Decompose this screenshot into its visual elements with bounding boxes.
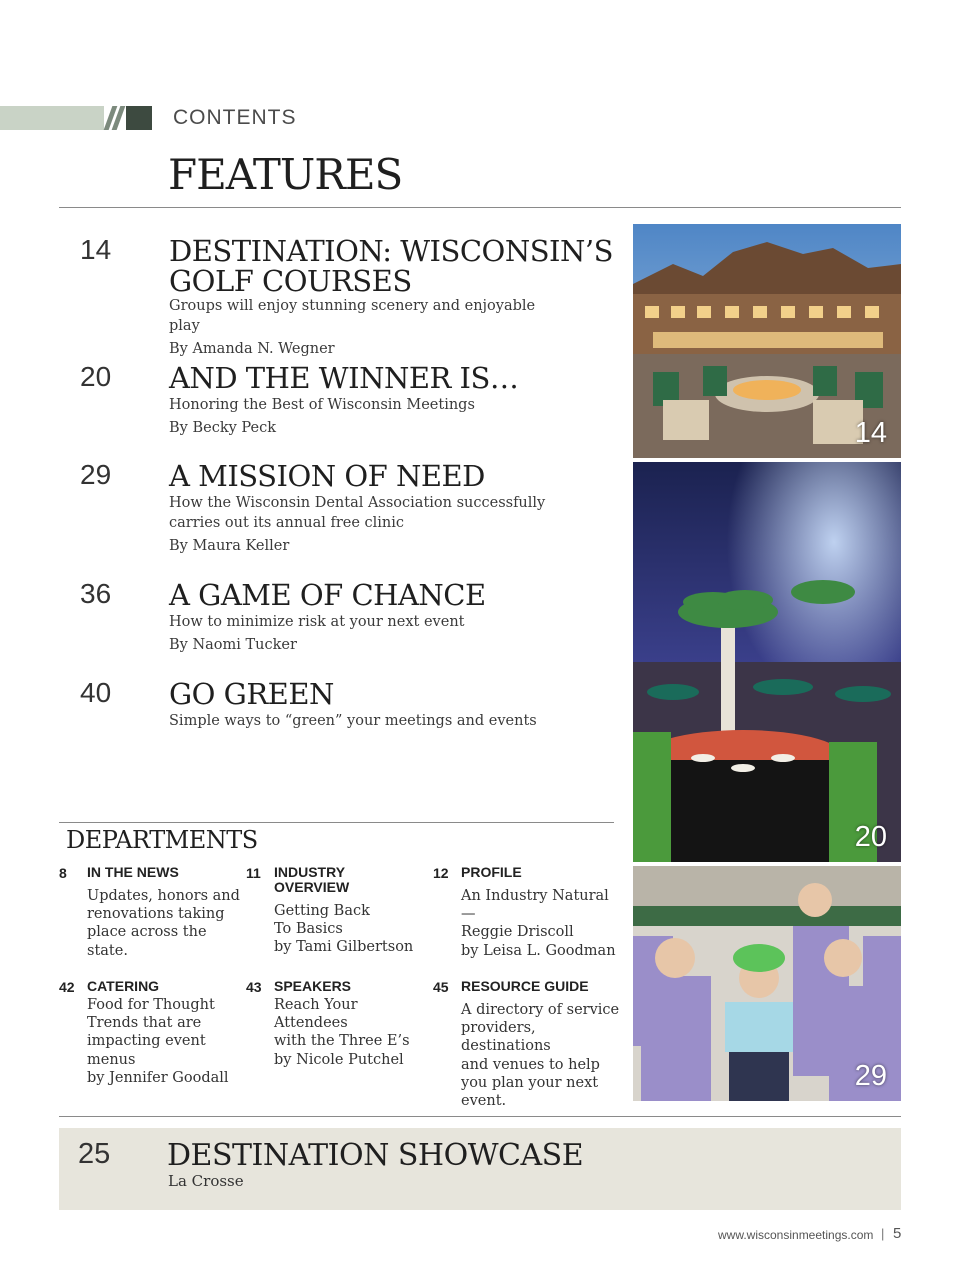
feature-description: Honoring the Best of Wisconsin Meetings By Becky Peck bbox=[169, 395, 569, 438]
department-body: Getting Back To Basics by Tami Gilbertson bbox=[274, 903, 414, 956]
feature-description: How to minimize risk at your next event By Naomi Tucker bbox=[169, 612, 569, 655]
department-body: Reach Your Attendees with the Three E’s by Nicole Putchel bbox=[274, 997, 410, 1068]
department-body: A directory of service providers, destinations and venues to help you plan your next event. bbox=[461, 1002, 620, 1110]
footer-url[interactable]: www.wisconsinmeetings.com bbox=[718, 1228, 874, 1242]
department-heading: SPEAKERS bbox=[274, 978, 352, 994]
department-heading: PROFILE bbox=[461, 864, 522, 880]
showcase-page-number: 25 bbox=[78, 1138, 111, 1170]
department-item[interactable] bbox=[461, 865, 621, 960]
department-heading: INDUSTRY OVERVIEW bbox=[274, 864, 350, 895]
feature-title[interactable]: DESTINATION: WISCONSIN’S GOLF COURSES bbox=[169, 234, 613, 298]
department-body: Food for Thought Trends that are impacting event menus by Jennifer Goodall bbox=[87, 997, 229, 1086]
department-page-number: 43 bbox=[246, 979, 262, 995]
showcase-subtitle: La Crosse bbox=[168, 1172, 244, 1190]
feature-page-number: 29 bbox=[80, 459, 112, 490]
showcase-divider bbox=[59, 1116, 901, 1117]
departments-title: DEPARTMENTS bbox=[66, 826, 258, 854]
features-title: FEATURES bbox=[168, 150, 403, 199]
feature-byline: By Naomi Tucker bbox=[169, 637, 297, 653]
department-body: Updates, honors and renovations taking place across the state. bbox=[87, 888, 240, 959]
feature-description: Groups will enjoy stunning scenery and enjoyable play By Amanda N. Wegner bbox=[169, 296, 569, 359]
showcase-title[interactable]: DESTINATION SHOWCASE bbox=[167, 1138, 584, 1173]
feature-title[interactable]: A MISSION OF NEED bbox=[169, 459, 485, 493]
department-page-number: 45 bbox=[433, 979, 449, 995]
photo-page-label: 29 bbox=[854, 1060, 887, 1092]
photo-banquet-hall[interactable] bbox=[633, 462, 901, 862]
department-heading: IN THE NEWS bbox=[87, 864, 179, 880]
feature-page-number: 14 bbox=[80, 234, 112, 265]
feature-page-number: 20 bbox=[80, 361, 112, 392]
features-divider bbox=[59, 207, 901, 208]
department-page-number: 11 bbox=[246, 865, 261, 881]
feature-title[interactable]: AND THE WINNER IS… bbox=[169, 361, 519, 395]
footer-page-number: 5 bbox=[893, 1225, 902, 1242]
department-page-number: 12 bbox=[433, 865, 449, 881]
photo-dental-clinic[interactable] bbox=[633, 866, 901, 1101]
feature-description: How the Wisconsin Dental Association successfully carries out its annual free clinic By Maura Keller bbox=[169, 493, 569, 556]
department-item[interactable] bbox=[461, 979, 621, 1110]
feature-title[interactable]: GO GREEN bbox=[169, 677, 334, 711]
departments-divider bbox=[59, 822, 614, 823]
feature-byline: By Maura Keller bbox=[169, 538, 290, 554]
department-heading: RESOURCE GUIDE bbox=[461, 978, 589, 994]
feature-page-number: 40 bbox=[80, 677, 112, 708]
department-page-number: 42 bbox=[59, 979, 75, 995]
photo-golf-lodge[interactable] bbox=[633, 224, 901, 458]
department-item[interactable] bbox=[274, 979, 429, 1069]
feature-byline: By Becky Peck bbox=[169, 420, 276, 436]
department-page-number: 8 bbox=[59, 865, 67, 881]
photo-page-label: 14 bbox=[854, 417, 887, 449]
feature-description: Simple ways to “green” your meetings and events bbox=[169, 713, 537, 729]
department-item[interactable] bbox=[274, 865, 429, 957]
feature-byline: By Amanda N. Wegner bbox=[169, 341, 335, 357]
feature-title[interactable]: A GAME OF CHANCE bbox=[169, 578, 486, 612]
footer-separator: | bbox=[881, 1226, 885, 1241]
department-heading: CATERING bbox=[87, 978, 160, 994]
section-label: CONTENTS bbox=[173, 106, 297, 129]
header-band bbox=[0, 106, 152, 130]
photo-page-label: 20 bbox=[854, 821, 887, 853]
department-item[interactable] bbox=[87, 979, 242, 1087]
department-item[interactable] bbox=[87, 865, 242, 960]
department-body: An Industry Natural — Reggie Driscoll by Leisa L. Goodman bbox=[461, 888, 616, 959]
feature-page-number: 36 bbox=[80, 578, 112, 609]
